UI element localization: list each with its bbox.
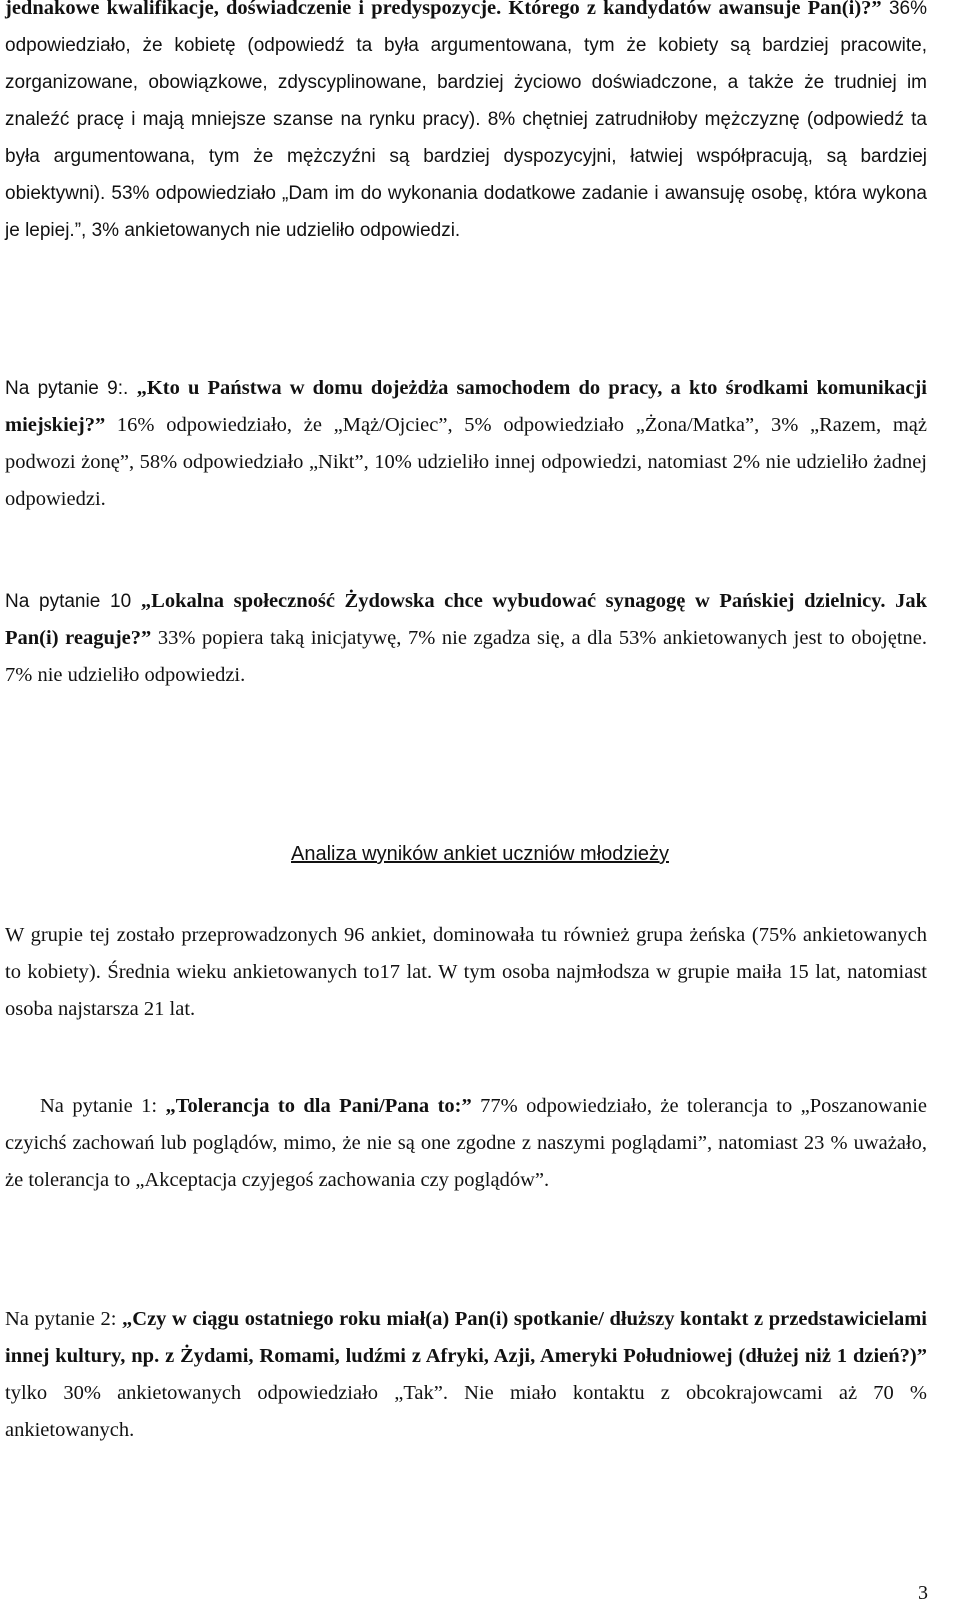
question-10-prefix: Na pytanie 10 [5, 591, 141, 612]
answer-8-text-c: 53% odpowiedziało „Dam im do wykonania dodatkowe zadanie i awansuję osobę, która wykona je lepiej.”, 3% ankietowanych nie udzieliło odpowiedzi. [5, 183, 927, 241]
answer-8-text-b: 8% chętniej zatrudniłoby mężczyznę (odpowiedź ta była argumentowana, tym że mężczyźni są bardziej dyspozycyjni, łatwiej współpracują, są bardziej obiektywni). [5, 109, 928, 204]
paragraph-youth-question-2 [5, 1301, 927, 1449]
paragraph-youth-question-1 [5, 1088, 927, 1199]
paragraph-question-8-answers [5, 0, 927, 249]
page-number: 3 [918, 1582, 928, 1604]
youth-answer-1-text: 77% odpowiedziało, że tolerancja to „Poszanowanie czyichś zachowań lub poglądów, mimo, że nie są one zgodne z naszymi poglądami”, natomiast 23 % uważało, że tolerancja to „Akceptacja czyjegoś zachowania czy poglądów”. [5, 1095, 928, 1191]
youth-question-1-bold-text: „Tolerancja to dla Pani/Pana to:” [165, 1095, 472, 1117]
paragraph-question-9 [5, 370, 927, 518]
section-heading: Analiza wyników ankiet uczniów młodzieży [291, 843, 669, 865]
youth-question-2-prefix: Na pytanie 2: [5, 1308, 123, 1330]
answer-8-text-a: 36% odpowiedziało, że kobietę (odpowiedź ta była argumentowana, tym że kobiety są bardziej pracowite, zorganizowane, obowiązkowe, zdyscyplinowane, bardziej życiowo doświadczone, a także że trudniej im znaleźć pracę i mają mniejsze szanse na rynku pracy). [5, 0, 927, 130]
paragraph-question-10 [5, 583, 927, 694]
youth-question-2-bold-text: „Czy w ciągu ostatniego roku miał(a) Pan(i) spotkanie/ dłuższy kontakt z przedstawicielami innej kultury, np. z Żydami, Romami, ludźmi z Afryki, Azji, Ameryki Południowej (dłużej niż 1 dzień?)” [5, 1308, 927, 1367]
question-9-bold-text: „Kto u Państwa w domu dojeżdża samochodem do pracy, a kto środkami komunikacji miejskiej?” [5, 377, 927, 436]
question-8-bold-text: jednakowe kwalifikacje, doświadczenie i predyspozycje. Którego z kandydatów awansuje Pan(i)?” [5, 0, 882, 19]
answer-10-text: 33% popiera taką inicjatywę, 7% nie zgadza się, a dla 53% ankietowanych jest to obojętne. 7% nie udzieliło odpowiedzi. [5, 627, 927, 686]
question-10-bold-text: „Lokalna społeczność Żydowska chce wybudować synagogę w Pańskiej dzielnicy. Jak Pan(i) reaguje?” [5, 590, 927, 649]
youth-answer-2-text: tylko 30% ankietowanych odpowiedziało „Tak”. Nie miało kontaktu z obcokrajowcami aż 70 % ankietowanych. [5, 1382, 927, 1441]
paragraph-youth-survey-intro [5, 917, 927, 1028]
youth-intro-text: W grupie tej zostało przeprowadzonych 96 ankiet, dominowała tu również grupa żeńska (75% ankietowanych to kobiety). Średnia wieku ankietowanych to17 lat. W tym osoba najmłodsza w grupie maiła 15 lat, natomiast osoba najstarsza 21 lat. [5, 924, 927, 1020]
answer-9-text: 16% odpowiedziało, że „Mąż/Ojciec”, 5% odpowiedziało „Żona/Matka”, 3% „Razem, mąż podwozi żonę”, 58% odpowiedziało „Nikt”, 10% udzieliło innej odpowiedzi, natomiast 2% nie udzieliło żadnej odpowiedzi. [5, 414, 927, 510]
question-9-prefix: Na pytanie 9:. [5, 378, 137, 399]
youth-question-1-prefix: Na pytanie 1: [40, 1095, 166, 1117]
